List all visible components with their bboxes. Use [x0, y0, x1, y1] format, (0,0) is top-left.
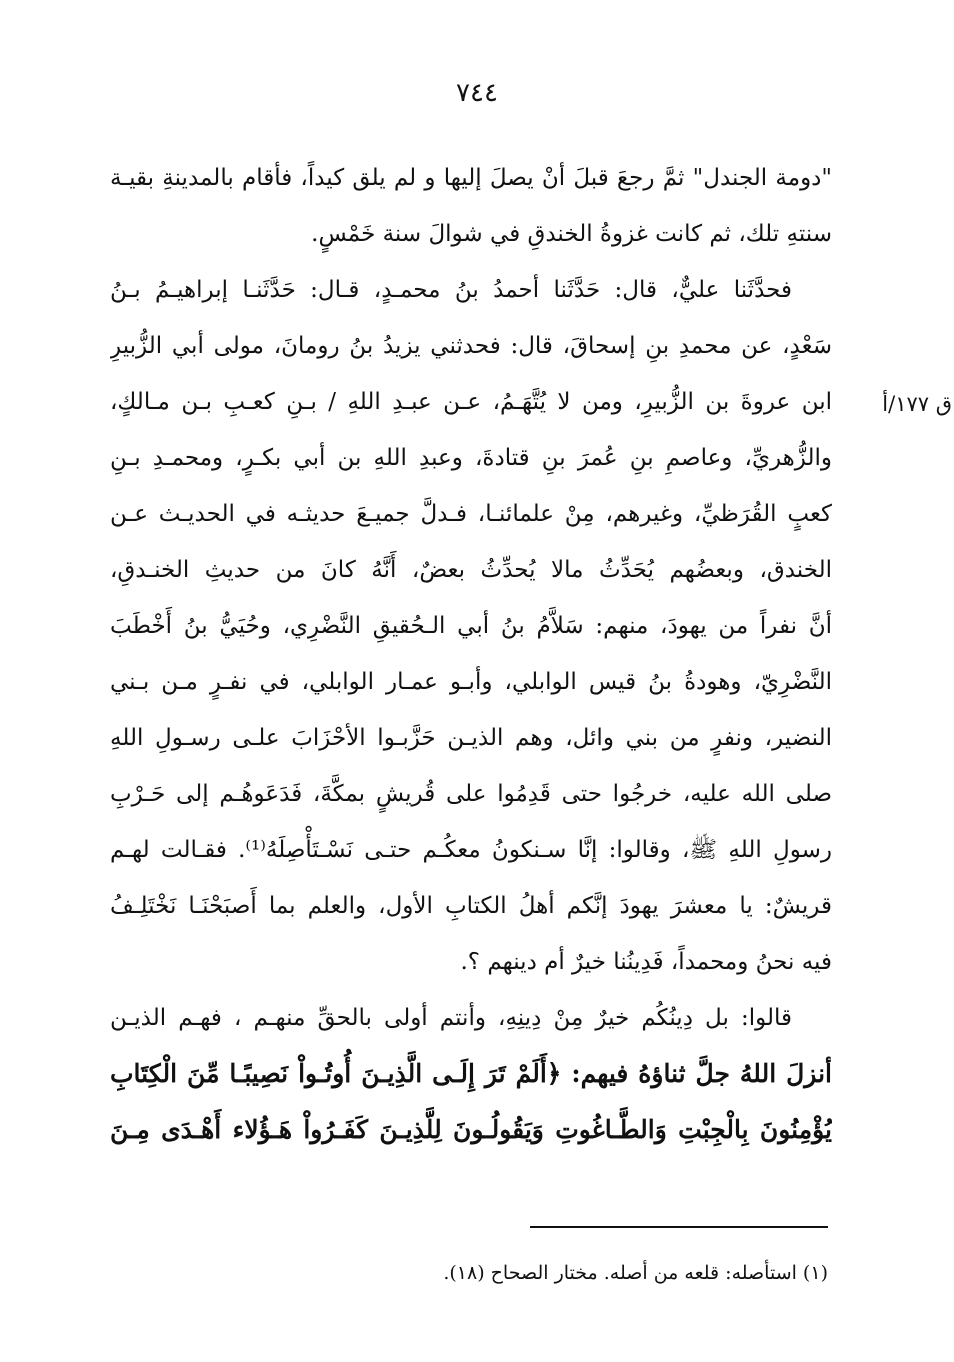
- text-line: رسولِ اللهِ ﷺ، وقالوا: إنَّا سـنكونُ معكُـم حتـى نَسْـتَأْصِلَهُ⁽¹⁾. فقـالت لهـم: [110, 837, 832, 863]
- text-line: فحدَّثَنا عليٌّ، قال: حَدَّثَنا أحمدُ بنُ محمـدٍ، قـال: حَدَّثَنـا إبراهيـمُ بـنُ: [110, 277, 792, 303]
- text-line: قالوا: بل دِينُكُم خيرٌ مِنْ دِينِهِ، وأنتم أولى بالحقِّ منهـم ، فهـم الذيـن: [110, 1005, 792, 1031]
- page-number: ٧٤٤: [456, 78, 498, 108]
- body-text: [110, 150, 832, 1158]
- text-line: أنَّ نفراً من يهودَ، منهم: سَلاَّمُ بنُ أبي الـحُقيقِ النَّضْرِي، وحُيَيُّ بنُ أَخْطَبَ: [110, 613, 832, 639]
- text-line: النضير، ونفرٍ من بني وائل، وهم الذيـن حَزَّبـوا الأحْزَابَ علـى رسـولِ اللهِ: [110, 725, 832, 751]
- text-line: سنتهِ تلك، ثم كانت غزوةُ الخندقِ في شوالَ سنة خَمْسٍ.: [311, 221, 832, 247]
- text-line: سَعْدٍ، عن محمدِ بنِ إسحاقَ، قال: فحدثني يزيدُ بنُ رومانَ، مولى أبي الزُّبيرِ: [110, 333, 832, 359]
- text-line: ابن عروةَ بن الزُّبيرِ، ومن لا يُتَّهَـمُ، عـن عبـدِ اللهِ / بـنِ كعـبِ بـن مـالكٍ،: [110, 389, 832, 415]
- text-line: الخندق، وبعضُهم يُحَدِّثُ مالا يُحدِّثُ بعضٌ، أَنَّهُ كانَ من حديثِ الخنـدقِ،: [110, 557, 832, 583]
- text-line: كعبٍ القُرَظيِّ، وغيرهم، مِنْ علمائنـا، فـدلَّ جميـعَ حديثـه في الحديـث عـن: [110, 501, 832, 527]
- text-line: "دومة الجندل" ثمَّ رجعَ قبلَ أنْ يصلَ إليها و لم يلق كيداً، فأقام بالمدينةِ بقيـة: [110, 165, 832, 191]
- footnote: (١) استأصله: قلعه من أصله. مختار الصحاح (١٨).: [443, 1262, 828, 1284]
- text-line: النَّضْرِيّ، وهودةُ بنُ قيس الوابلي، وأبـو عمـار الوابلي، في نفـرٍ مـن بـني: [110, 669, 832, 695]
- text-line: فيه نحنُ ومحمداً، فَدِينُنا خيرٌ أم دينهم ؟.: [460, 949, 832, 975]
- text-line: والزُّهريِّ، وعاصمِ بنِ عُمرَ بنِ قتادةَ، وعبدِ اللهِ بن أبي بكـرٍ، ومحمـدِ بـنِ: [110, 445, 832, 471]
- text-line: صلى الله عليه، خرجُوا حتى قَدِمُوا على قُريشٍ بمكَّةَ، فَدَعَوهُـم إلى حَـرْبِ: [110, 781, 832, 807]
- footnote-divider: [530, 1226, 828, 1228]
- quran-verse-line: يُؤْمِنُونَ بِالْجِبْتِ وَالطَّـاغُوتِ وَيَقُولُـونَ لِلَّذِيـنَ كَفَـرُواْ هَـؤُلاء أَهْـدَى مِـنَ: [110, 1115, 832, 1144]
- quran-verse-line: أنزلَ اللهُ جلَّ ثناؤهُ فيهم: ﴿أَلَمْ تَرَ إِلَـى الَّذِيـنَ أُوتُـواْ نَصِيبًـا مِّنَ الْكِتَابِ: [110, 1059, 832, 1088]
- text-line: قريشٌ: يا معشرَ يهودَ إنَّكم أهلُ الكتابِ الأول، والعلم بما أَصبَحْنَـا نَخْتَلِـفُ: [110, 893, 832, 919]
- manuscript-folio-note: ق ١٧٧/أ: [882, 392, 952, 416]
